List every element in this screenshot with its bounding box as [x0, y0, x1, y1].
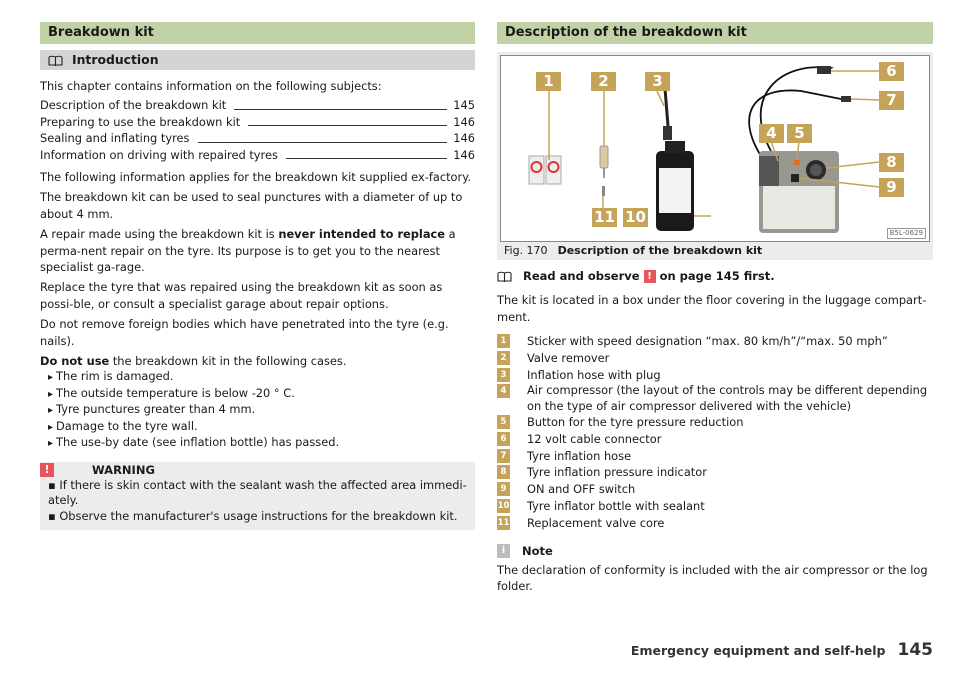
callout-11: 11	[592, 208, 617, 227]
legend-number: 9	[497, 482, 510, 496]
page-footer	[631, 642, 933, 659]
page-number: 145	[897, 640, 933, 660]
chapter-name: Emergency equipment and self-help	[630, 643, 886, 658]
legend-number: 3	[497, 368, 510, 382]
warning-item: ▪ Observe the manufacturer's usage instructions for the breakdown kit.	[48, 508, 458, 523]
toc-entry[interactable]	[40, 114, 475, 130]
toc-label: Preparing to use the breakdown kit	[40, 114, 241, 129]
legend-text: Tyre inflation pressure indicator	[527, 465, 707, 480]
callout-1: 1	[536, 72, 561, 91]
breakdown-kit-drawing	[501, 56, 930, 241]
legend-number: 4	[497, 384, 510, 398]
toc-leader	[248, 125, 447, 126]
warning-title: WARNING	[92, 462, 155, 477]
legend-item	[497, 464, 933, 481]
table-of-contents	[40, 97, 475, 163]
book-icon	[497, 271, 511, 281]
list-item: ▸ Tyre punctures greater than 4 mm.	[40, 402, 475, 419]
legend-item	[497, 498, 933, 515]
toc-leader	[286, 158, 447, 159]
legend-item	[497, 414, 933, 431]
paragraph-temporary-repair	[40, 226, 475, 275]
callout-6: 6	[879, 62, 904, 81]
legend-number: 8	[497, 465, 510, 479]
toc-leader	[198, 142, 448, 143]
legend-item	[497, 431, 933, 448]
figure	[497, 52, 933, 260]
toc-page: 145	[453, 98, 475, 113]
toc-entry[interactable]	[40, 130, 475, 146]
warning-icon[interactable]: !	[644, 270, 656, 283]
paragraph-puncture-size: The breakdown kit can be used to seal punctures with a diameter of up to about 4 mm.	[40, 190, 463, 221]
emphasis-text: never intended to replace	[278, 227, 446, 242]
figure-number: Fig. 170	[504, 243, 548, 257]
legend-text: Replacement valve core	[527, 515, 665, 530]
callout-7: 7	[879, 91, 904, 110]
note-header	[497, 543, 933, 559]
introduction-header	[40, 50, 475, 70]
callout-2: 2	[591, 72, 616, 91]
paragraph-ex-factory: The following information applies for the breakdown kit supplied ex-factory.	[40, 169, 471, 184]
section-header-description: Description of the breakdown kit	[497, 22, 933, 44]
warning-item: ▪ If there is skin contact with the sealant wash the affected area immedi-ately.	[48, 477, 467, 508]
legend-text: Air compressor (the layout of the controls may be different depending on the type of air compressor delivered with the vehicle)	[527, 383, 928, 413]
legend-item	[497, 350, 933, 367]
warning-box	[40, 462, 475, 531]
legend-list	[497, 333, 933, 531]
note-title: Note	[522, 544, 553, 559]
callout-5: 5	[787, 124, 812, 143]
callout-4: 4	[759, 124, 784, 143]
toc-page: 146	[453, 131, 475, 146]
do-not-use-list	[40, 369, 475, 452]
legend-text: Tyre inflation hose	[527, 448, 632, 463]
read-and-observe	[497, 268, 933, 284]
book-icon	[48, 55, 62, 65]
paragraph-replace-tyre: Replace the tyre that was repaired using the breakdown kit as soon as possi-ble, or consult a specialist garage about repair options.	[40, 280, 443, 311]
legend-number: 1	[497, 334, 510, 348]
paragraph-do-not-use	[40, 353, 475, 369]
toc-label: Sealing and inflating tyres	[40, 131, 190, 146]
toc-leader	[234, 109, 447, 110]
figure-caption	[500, 242, 930, 260]
legend-text: 12 volt cable connector	[527, 432, 662, 447]
read-observe-text: Read and observe	[523, 269, 640, 283]
toc-entry[interactable]	[40, 147, 475, 163]
note-icon: i	[497, 544, 510, 558]
note-text: The declaration of conformity is included with the air compressor or the log folder.	[497, 562, 928, 594]
intro-text: This chapter contains information on the following subjects:	[40, 79, 382, 93]
text-run: a perma-nent repair on the tyre. Its purpose is to get you to the nearest specialist ga-rage.	[40, 227, 456, 274]
right-column	[497, 22, 933, 594]
callout-9: 9	[879, 178, 904, 197]
legend-number: 7	[497, 449, 510, 463]
emphasis-text: Do not use	[40, 354, 110, 369]
callout-10: 10	[623, 208, 648, 227]
list-item: ▸ The rim is damaged.	[40, 369, 475, 386]
legend-text: Button for the tyre pressure reduction	[527, 415, 744, 430]
list-item: ▸ The use-by date (see inflation bottle) has passed.	[40, 435, 475, 452]
legend-number: 2	[497, 351, 510, 365]
warning-header	[40, 462, 467, 478]
legend-number: 6	[497, 432, 510, 446]
callout-8: 8	[879, 153, 904, 172]
legend-text: Inflation hose with plug	[527, 367, 661, 382]
callout-3: 3	[645, 72, 670, 91]
list-item: ▸ Damage to the tyre wall.	[40, 419, 475, 436]
legend-item	[497, 515, 933, 532]
toc-label: Description of the breakdown kit	[40, 98, 227, 113]
section-header-breakdown-kit: Breakdown kit	[40, 22, 475, 44]
figure-title: Description of the breakdown kit	[557, 243, 763, 257]
legend-number: 11	[497, 517, 510, 528]
warning-icon: !	[40, 463, 54, 477]
left-column	[40, 22, 475, 530]
toc-page: 146	[453, 114, 475, 129]
legend-number: 10	[497, 500, 510, 511]
paragraph-foreign-bodies: Do not remove foreign bodies which have penetrated into the tyre (e.g. nails).	[40, 317, 449, 348]
legend-text: ON and OFF switch	[527, 482, 636, 497]
legend-item	[497, 333, 933, 350]
legend-text: Sticker with speed designation “max. 80 km/h”/“max. 50 mph”	[527, 334, 888, 349]
legend-number: 5	[497, 415, 510, 429]
toc-page: 146	[453, 147, 475, 162]
legend-item	[497, 448, 933, 465]
text-run: the breakdown kit in the following cases.	[109, 354, 347, 369]
list-item: ▸ The outside temperature is below -20 ° C.	[40, 386, 475, 403]
read-observe-page-ref: on page 145 first.	[659, 269, 775, 283]
kit-location-text: The kit is located in a box under the floor covering in the luggage compart-ment.	[497, 293, 927, 324]
figure-code: B5L-0629	[887, 228, 926, 239]
legend-text: Tyre inflator bottle with sealant	[527, 498, 705, 513]
legend-item	[497, 367, 933, 384]
legend-item	[497, 383, 933, 414]
text-run: A repair made using the breakdown kit is	[40, 227, 279, 242]
toc-label: Information on driving with repaired tyres	[40, 147, 278, 162]
legend-text: Valve remover	[527, 350, 610, 365]
toc-entry[interactable]	[40, 97, 475, 113]
introduction-title: Introduction	[72, 52, 159, 67]
breakdown-kit-illustration	[500, 55, 930, 242]
legend-item	[497, 481, 933, 498]
